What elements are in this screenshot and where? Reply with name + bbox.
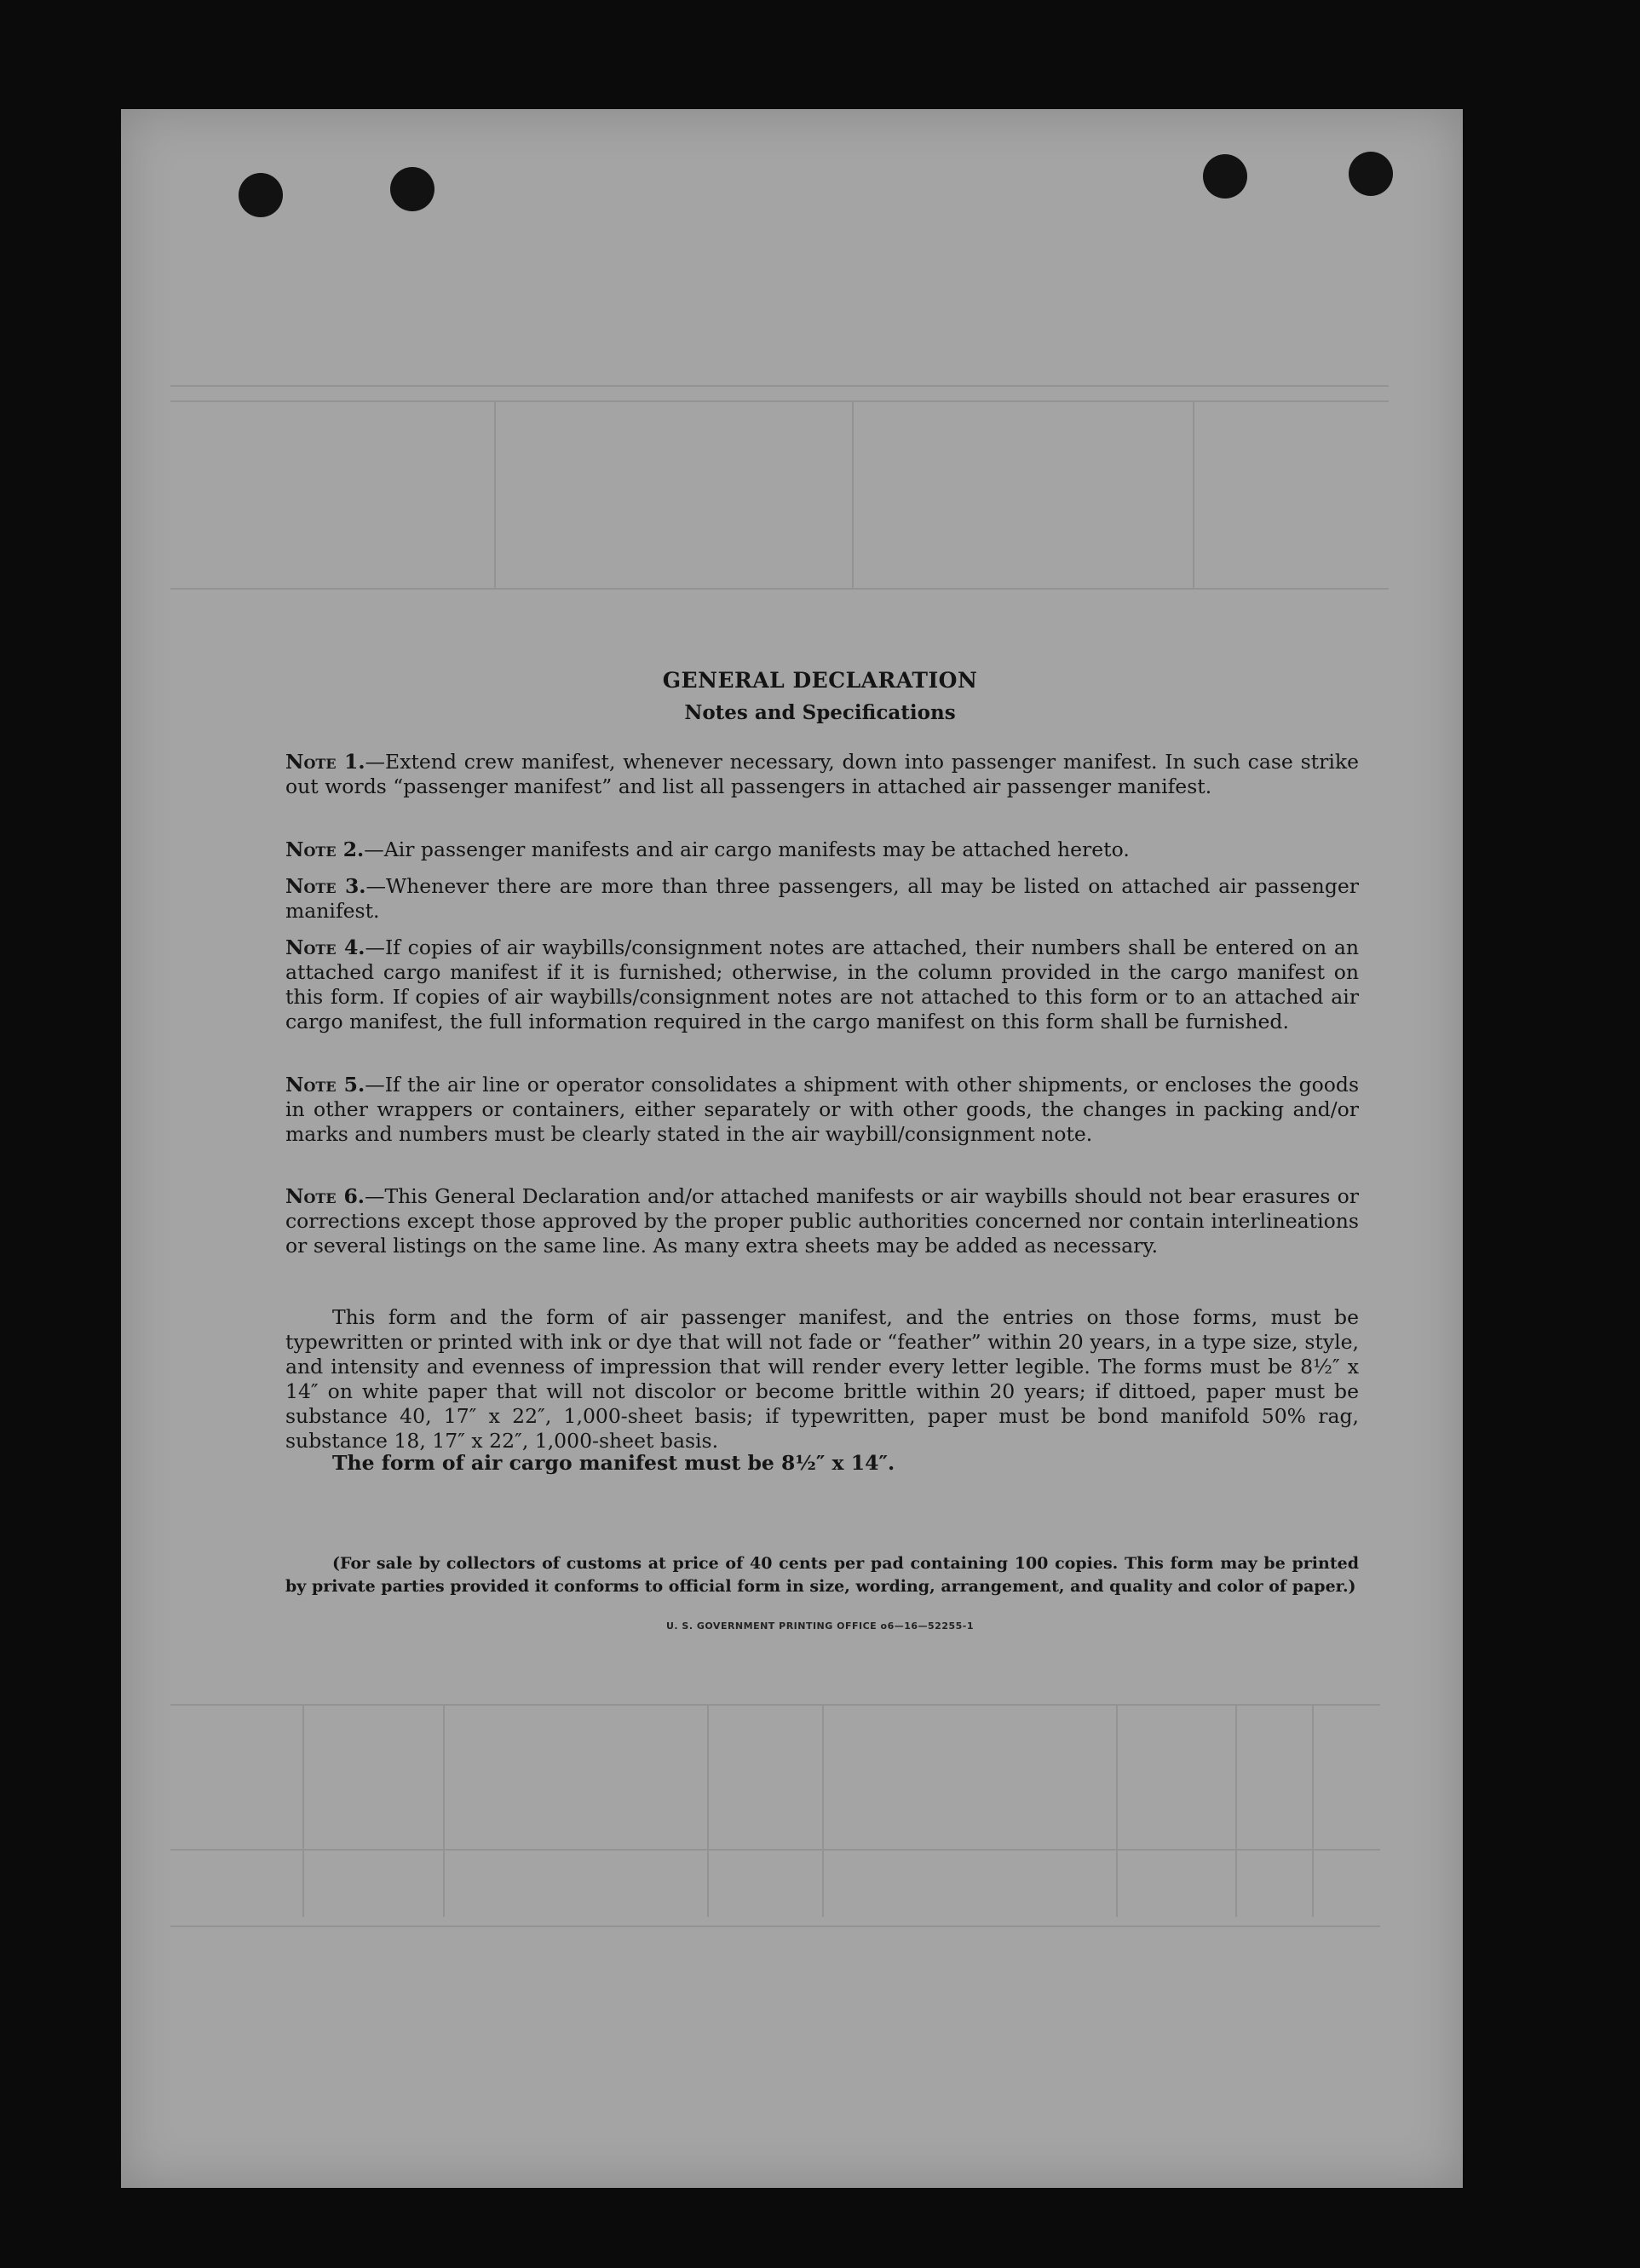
- cargo-form-size-line: The form of air cargo manifest must be 8½″ x 14″.: [332, 1451, 895, 1475]
- note-6: Note 6.—This General Declaration and/or attached manifests or air waybills should not bear erasures or corrections except those approved by the proper public authorities concerned nor contain interlineations or several listings on the same line. As many extra sheets may be added as necessary.: [285, 1184, 1360, 1258]
- note-3-label: Note 3.: [285, 874, 366, 898]
- note-4: Note 4.—If copies of air waybills/consignment notes are attached, their numbers shall be entered on an attached cargo manifest if it is furnished; otherwise, in the column provided in the cargo manifest on this form. If copies of air waybills/consignment notes are not attached to this form or to an attached air cargo manifest, the full information required in the cargo manifest on this form shall be furnished.: [285, 935, 1360, 1033]
- punch-hole-1: [239, 173, 283, 217]
- note-4-text: If copies of air waybills/consignment notes are attached, their numbers shall be entered on an attached cargo manifest if it is furnished; otherwise, in the column provided in the cargo manifest on this form. If copies of air waybills/consignment notes are not attached to this form or to an attached air cargo manifest, the full information required in the cargo manifest on this form shall be furnished.: [285, 935, 1360, 1033]
- punch-hole-3: [1203, 154, 1247, 199]
- note-2-text: Air passenger manifests and air cargo manifests may be attached hereto.: [383, 838, 1130, 861]
- note-4-label: Note 4.: [285, 935, 365, 959]
- note-6-label: Note 6.: [285, 1184, 365, 1208]
- note-2-label: Note 2.: [285, 838, 365, 861]
- note-5-text: If the air line or operator consolidates a shipment with other shipments, or encloses the goods in other wrappers or containers, either separately or with other goods, the changes in packing and/or marks and numbers must be clearly stated in the air waybill/consignment note.: [285, 1073, 1360, 1146]
- document-page: [121, 109, 1463, 2188]
- note-1-label: Note 1.: [285, 750, 365, 774]
- sale-notice: (For sale by collectors of customs at price of 40 cents per pad containing 100 copies. This form may be printed by private parties provided it conforms to official form in size, wording, arrangement, and quality and color of paper.): [285, 1554, 1359, 1596]
- printing-office-imprint: U. S. GOVERNMENT PRINTING OFFICE o6—16—52255-1: [665, 1620, 975, 1632]
- punch-hole-2: [390, 167, 434, 211]
- page-title: GENERAL DECLARATION: [662, 668, 978, 693]
- specification-paragraph: This form and the form of air passenger manifest, and the entries on those forms, must be typewritten or printed with ink or dye that will not fade or “feather” within 20 years, in a type size, style, and intensity and evenness of impression that will render every letter legible. The forms must be 8½″ x 14″ on white paper that will not discolor or become brittle within 20 years; if dittoed, paper must be substance 40, 17″ x 22″, 1,000-sheet basis; if typewritten, paper must be bond manifold 50% rag, substance 18, 17″ x 22″, 1,000-sheet basis.: [285, 1305, 1359, 1453]
- note-6-text: This General Declaration and/or attached manifests or air waybills should not bear erasures or corrections except those approved by the proper public authorities concerned nor contain interlineations or several listings on the same line. As many extra sheets may be added as necessary.: [285, 1184, 1360, 1258]
- note-1-text: Extend crew manifest, whenever necessary, down into passenger manifest. In such case strike out words “passenger manifest” and list all passengers in attached air passenger manifest.: [285, 750, 1359, 798]
- punch-hole-4: [1349, 152, 1393, 196]
- note-3: Note 3.—Whenever there are more than three passengers, all may be listed on attached air passenger manifest.: [285, 874, 1359, 923]
- note-5-label: Note 5.: [285, 1073, 365, 1097]
- page-subtitle: Notes and Specifications: [684, 701, 956, 724]
- note-1: Note 1.—Extend crew manifest, whenever necessary, down into passenger manifest. In such case strike out words “passenger manifest” and list all passengers in attached air passenger manifest.: [285, 750, 1359, 798]
- note-2: Note 2.—Air passenger manifests and air cargo manifests may be attached hereto.: [285, 838, 1130, 861]
- note-3-text: Whenever there are more than three passengers, all may be listed on attached air passenger manifest.: [285, 874, 1359, 923]
- note-5: Note 5.—If the air line or operator consolidates a shipment with other shipments, or encloses the goods in other wrappers or containers, either separately or with other goods, the changes in packing and/or marks and numbers must be clearly stated in the air waybill/consignment note.: [285, 1073, 1360, 1146]
